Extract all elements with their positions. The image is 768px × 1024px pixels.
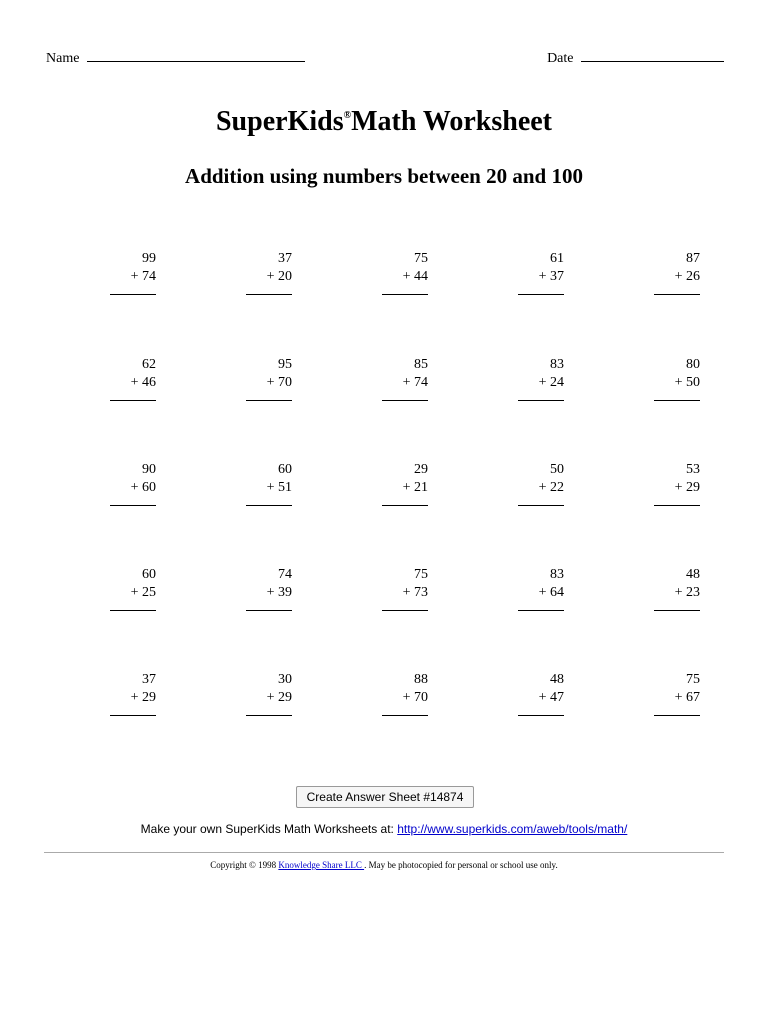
addend-bottom: + 24: [538, 375, 564, 390]
answer-line: [246, 294, 292, 295]
addend-bottom: + 67: [674, 690, 700, 705]
addend-top: 48: [686, 567, 700, 582]
addend-bottom: + 21: [402, 480, 428, 495]
addend-top: 29: [414, 462, 428, 477]
page-title: [0, 106, 768, 138]
date-field: [547, 48, 724, 67]
addend-bottom: + 47: [538, 690, 564, 705]
answer-line: [110, 610, 156, 611]
addend-top: 80: [686, 357, 700, 372]
title-rest: Math Worksheet: [351, 106, 552, 137]
addition-problem: [382, 461, 428, 506]
addend-bottom: + 29: [266, 690, 292, 705]
addend-bottom: + 20: [266, 269, 292, 284]
problem-row: [0, 671, 768, 731]
addition-problem: [518, 566, 564, 611]
copyright-suffix: . May be photocopied for personal or school use only.: [364, 860, 558, 870]
addend-bottom: + 74: [402, 375, 428, 390]
addition-problem: [246, 356, 292, 401]
addition-problem: [382, 671, 428, 716]
addend-top: 62: [142, 357, 156, 372]
answer-line: [110, 715, 156, 716]
addend-top: 61: [550, 251, 564, 266]
answer-line: [110, 400, 156, 401]
page-subtitle: Addition using numbers between 20 and 100: [185, 164, 583, 188]
answer-line: [518, 294, 564, 295]
copyright-prefix: Copyright © 1998: [210, 860, 279, 870]
addend-bottom: + 39: [266, 585, 292, 600]
addition-problem: [110, 356, 156, 401]
addend-top: 99: [142, 251, 156, 266]
answer-line: [654, 505, 700, 506]
knowledge-share-link[interactable]: Knowledge Share LLC: [278, 860, 365, 870]
addend-top: 50: [550, 462, 564, 477]
answer-line: [518, 505, 564, 506]
addend-bottom: + 44: [402, 269, 428, 284]
addend-bottom: + 26: [674, 269, 700, 284]
problem-row: [0, 461, 768, 521]
make-own-line: [0, 822, 768, 836]
addend-bottom: + 37: [538, 269, 564, 284]
addition-problem: [654, 461, 700, 506]
addend-top: 95: [278, 357, 292, 372]
answer-line: [246, 610, 292, 611]
addition-problem: [518, 461, 564, 506]
addition-problem: [110, 250, 156, 295]
addition-problem: [246, 566, 292, 611]
addend-bottom: + 74: [130, 269, 156, 284]
addend-bottom: + 64: [538, 585, 564, 600]
header-row: [46, 48, 724, 68]
addition-problem: [518, 250, 564, 295]
addition-problem: [246, 461, 292, 506]
problem-row: [0, 250, 768, 310]
addition-problem: [654, 566, 700, 611]
answer-line: [382, 505, 428, 506]
answer-line: [518, 715, 564, 716]
addend-top: 48: [550, 672, 564, 687]
addition-problem: [654, 671, 700, 716]
answer-line: [518, 610, 564, 611]
addition-problem: [382, 566, 428, 611]
addition-problem: [654, 356, 700, 401]
answer-line: [654, 610, 700, 611]
problem-row: [0, 356, 768, 416]
copyright-line: [0, 860, 768, 870]
addend-bottom: + 23: [674, 585, 700, 600]
addend-top: 60: [142, 567, 156, 582]
addend-bottom: + 50: [674, 375, 700, 390]
addend-top: 83: [550, 357, 564, 372]
addend-bottom: + 70: [402, 690, 428, 705]
addend-bottom: + 25: [130, 585, 156, 600]
name-field: [46, 48, 305, 67]
answer-line: [246, 505, 292, 506]
addition-problem: [246, 671, 292, 716]
title-brand: SuperKids: [215, 106, 344, 137]
addition-problem: [654, 250, 700, 295]
addend-top: 75: [414, 251, 428, 266]
addend-top: 74: [278, 567, 292, 582]
addition-problem: [518, 356, 564, 401]
addition-problem: [246, 250, 292, 295]
registered-mark: ®: [343, 110, 352, 121]
create-answer-sheet-button[interactable]: Create Answer Sheet #14874: [296, 786, 474, 808]
problem-row: [0, 566, 768, 626]
name-label: Name: [46, 51, 80, 66]
addend-bottom: + 51: [266, 480, 292, 495]
addend-top: 53: [686, 462, 700, 477]
addend-top: 75: [414, 567, 428, 582]
answer-line: [246, 715, 292, 716]
addend-top: 30: [278, 672, 292, 687]
addend-bottom: + 22: [538, 480, 564, 495]
answer-line: [654, 400, 700, 401]
addend-top: 87: [686, 251, 700, 266]
addend-top: 85: [414, 357, 428, 372]
addition-problem: [110, 671, 156, 716]
addend-top: 37: [142, 672, 156, 687]
answer-line: [654, 294, 700, 295]
answer-line: [110, 505, 156, 506]
addend-bottom: + 70: [266, 375, 292, 390]
addend-top: 60: [278, 462, 292, 477]
date-label: Date: [547, 51, 574, 66]
superkids-tools-link[interactable]: http://www.superkids.com/aweb/tools/math/: [397, 822, 628, 836]
addend-bottom: + 29: [674, 480, 700, 495]
make-own-text: Make your own SuperKids Math Worksheets at:: [140, 822, 398, 836]
addend-bottom: + 29: [130, 690, 156, 705]
answer-line: [518, 400, 564, 401]
answer-line: [382, 294, 428, 295]
answer-line: [110, 294, 156, 295]
divider: [44, 852, 724, 853]
addend-top: 90: [142, 462, 156, 477]
addition-problem: [110, 566, 156, 611]
addition-problem: [382, 356, 428, 401]
addition-problem: [110, 461, 156, 506]
addend-top: 75: [686, 672, 700, 687]
addition-problem: [382, 250, 428, 295]
date-blank-line[interactable]: [581, 48, 724, 62]
answer-line: [382, 715, 428, 716]
answer-line: [382, 400, 428, 401]
answer-line: [382, 610, 428, 611]
addend-bottom: + 73: [402, 585, 428, 600]
answer-line: [246, 400, 292, 401]
addend-bottom: + 46: [130, 375, 156, 390]
addition-problem: [518, 671, 564, 716]
addend-bottom: + 60: [130, 480, 156, 495]
addend-top: 37: [278, 251, 292, 266]
addend-top: 83: [550, 567, 564, 582]
name-blank-line[interactable]: [87, 48, 305, 62]
addend-top: 88: [414, 672, 428, 687]
answer-line: [654, 715, 700, 716]
